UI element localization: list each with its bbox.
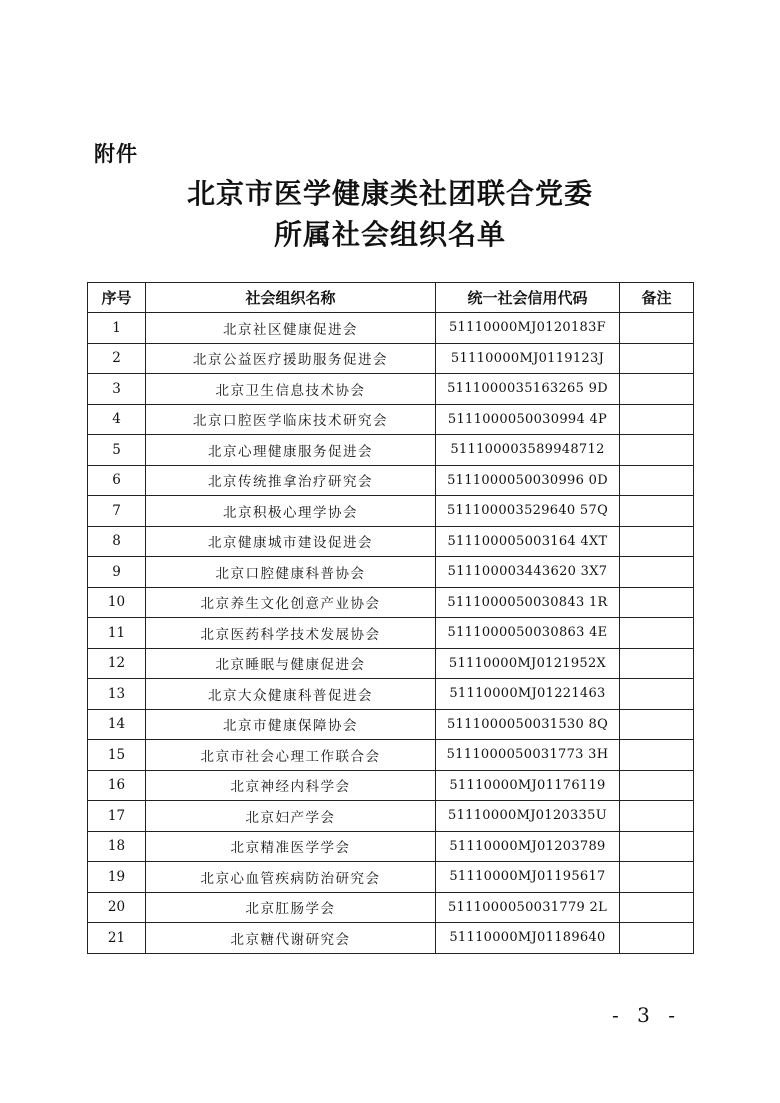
row-notes-cell — [620, 801, 694, 832]
table-row — [88, 862, 694, 893]
header-seq: 序号 — [88, 283, 146, 313]
row-credit-code-cell: 51110000MJ01189640 — [436, 923, 620, 954]
row-notes-cell — [620, 587, 694, 618]
row-notes-cell — [620, 313, 694, 344]
table-header-row — [88, 283, 694, 313]
header-notes: 备注 — [620, 283, 694, 313]
row-credit-code-cell: 511100003443620 3X7 — [436, 557, 620, 588]
row-notes-cell — [620, 709, 694, 740]
document-title-line2: 所属社会组织名单 — [273, 218, 506, 251]
header-org-name: 社会组织名称 — [146, 283, 436, 313]
row-seq-cell: 7 — [88, 496, 146, 527]
row-notes-cell — [620, 343, 694, 374]
row-credit-code-cell: 5111000050031530 8Q — [436, 709, 620, 740]
row-notes-cell — [620, 679, 694, 710]
row-notes-cell — [620, 618, 694, 649]
row-credit-code-cell: 5111000050030994 4P — [436, 404, 620, 435]
row-org-name-cell: 北京口腔医学临床技术研究会 — [146, 404, 436, 435]
row-org-name-cell: 北京睡眠与健康促进会 — [146, 648, 436, 679]
row-seq-cell: 5 — [88, 435, 146, 466]
row-seq-cell: 17 — [88, 801, 146, 832]
row-credit-code-cell: 51110000MJ0120335U — [436, 801, 620, 832]
row-credit-code-cell: 5111000050030863 4E — [436, 618, 620, 649]
row-seq-cell: 11 — [88, 618, 146, 649]
row-notes-cell — [620, 557, 694, 588]
row-credit-code-cell: 51110000MJ0120183F — [436, 313, 620, 344]
row-notes-cell — [620, 770, 694, 801]
row-credit-code-cell: 5111000050030996 0D — [436, 465, 620, 496]
row-credit-code-cell: 5111000050031779 2L — [436, 892, 620, 923]
row-notes-cell — [620, 465, 694, 496]
table-row — [88, 831, 694, 862]
row-seq-cell: 1 — [88, 313, 146, 344]
row-notes-cell — [620, 435, 694, 466]
row-org-name-cell: 北京社区健康促进会 — [146, 313, 436, 344]
row-org-name-cell: 北京心血管疾病防治研究会 — [146, 862, 436, 893]
page-number: - 3 - — [612, 1003, 681, 1027]
row-credit-code-cell: 51110000MJ0121952X — [436, 648, 620, 679]
table-row — [88, 343, 694, 374]
row-seq-cell: 4 — [88, 404, 146, 435]
row-org-name-cell: 北京养生文化创意产业协会 — [146, 587, 436, 618]
row-notes-cell — [620, 496, 694, 527]
row-org-name-cell: 北京心理健康服务促进会 — [146, 435, 436, 466]
row-org-name-cell: 北京市健康保障协会 — [146, 709, 436, 740]
row-credit-code-cell: 511100005003164 4XT — [436, 526, 620, 557]
document-title-line1: 北京市医学健康类社团联合党委 — [186, 177, 593, 210]
row-org-name-cell: 北京肛肠学会 — [146, 892, 436, 923]
row-seq-cell: 6 — [88, 465, 146, 496]
row-seq-cell: 19 — [88, 862, 146, 893]
table-row — [88, 740, 694, 771]
table-row — [88, 496, 694, 527]
row-org-name-cell: 北京卫生信息技术协会 — [146, 374, 436, 405]
table-row — [88, 435, 694, 466]
row-org-name-cell: 北京妇产学会 — [146, 801, 436, 832]
row-org-name-cell: 北京医药科学技术发展协会 — [146, 618, 436, 649]
row-seq-cell: 15 — [88, 740, 146, 771]
row-notes-cell — [620, 923, 694, 954]
row-credit-code-cell: 511100003589948712 — [436, 435, 620, 466]
row-credit-code-cell: 51110000MJ01203789 — [436, 831, 620, 862]
table-row — [88, 679, 694, 710]
row-org-name-cell: 北京公益医疗援助服务促进会 — [146, 343, 436, 374]
row-notes-cell — [620, 740, 694, 771]
row-org-name-cell: 北京神经内科学会 — [146, 770, 436, 801]
header-credit-code: 统一社会信用代码 — [436, 283, 620, 313]
row-org-name-cell: 北京口腔健康科普协会 — [146, 557, 436, 588]
row-credit-code-cell: 51110000MJ01221463 — [436, 679, 620, 710]
row-seq-cell: 16 — [88, 770, 146, 801]
row-seq-cell: 8 — [88, 526, 146, 557]
row-notes-cell — [620, 831, 694, 862]
table-row — [88, 526, 694, 557]
row-notes-cell — [620, 892, 694, 923]
table-row — [88, 618, 694, 649]
row-notes-cell — [620, 862, 694, 893]
row-seq-cell: 9 — [88, 557, 146, 588]
table-row — [88, 770, 694, 801]
row-org-name-cell: 北京精准医学学会 — [146, 831, 436, 862]
attachment-label: 附件 — [94, 142, 138, 166]
table-row — [88, 374, 694, 405]
row-org-name-cell: 北京健康城市建设促进会 — [146, 526, 436, 557]
row-seq-cell: 21 — [88, 923, 146, 954]
row-credit-code-cell: 51110000MJ0119123J — [436, 343, 620, 374]
row-notes-cell — [620, 526, 694, 557]
row-org-name-cell: 北京糖代谢研究会 — [146, 923, 436, 954]
row-seq-cell: 3 — [88, 374, 146, 405]
row-notes-cell — [620, 374, 694, 405]
table-row — [88, 587, 694, 618]
table-row — [88, 801, 694, 832]
table-row — [88, 923, 694, 954]
row-credit-code-cell: 5111000050030843 1R — [436, 587, 620, 618]
row-seq-cell: 2 — [88, 343, 146, 374]
row-org-name-cell: 北京传统推拿治疗研究会 — [146, 465, 436, 496]
table-row — [88, 313, 694, 344]
table-row — [88, 557, 694, 588]
table-body — [88, 313, 694, 954]
table-row — [88, 465, 694, 496]
row-seq-cell: 10 — [88, 587, 146, 618]
organization-table — [87, 282, 694, 954]
row-seq-cell: 14 — [88, 709, 146, 740]
row-notes-cell — [620, 404, 694, 435]
row-credit-code-cell: 511100003529640 57Q — [436, 496, 620, 527]
row-credit-code-cell: 51110000MJ01195617 — [436, 862, 620, 893]
row-notes-cell — [620, 648, 694, 679]
row-org-name-cell: 北京积极心理学协会 — [146, 496, 436, 527]
table-row — [88, 709, 694, 740]
row-credit-code-cell: 5111000050031773 3H — [436, 740, 620, 771]
row-seq-cell: 20 — [88, 892, 146, 923]
row-seq-cell: 12 — [88, 648, 146, 679]
row-seq-cell: 18 — [88, 831, 146, 862]
table-row — [88, 648, 694, 679]
row-org-name-cell: 北京大众健康科普促进会 — [146, 679, 436, 710]
table-row — [88, 892, 694, 923]
row-org-name-cell: 北京市社会心理工作联合会 — [146, 740, 436, 771]
row-seq-cell: 13 — [88, 679, 146, 710]
row-credit-code-cell: 5111000035163265 9D — [436, 374, 620, 405]
row-credit-code-cell: 51110000MJ01176119 — [436, 770, 620, 801]
table-row — [88, 404, 694, 435]
